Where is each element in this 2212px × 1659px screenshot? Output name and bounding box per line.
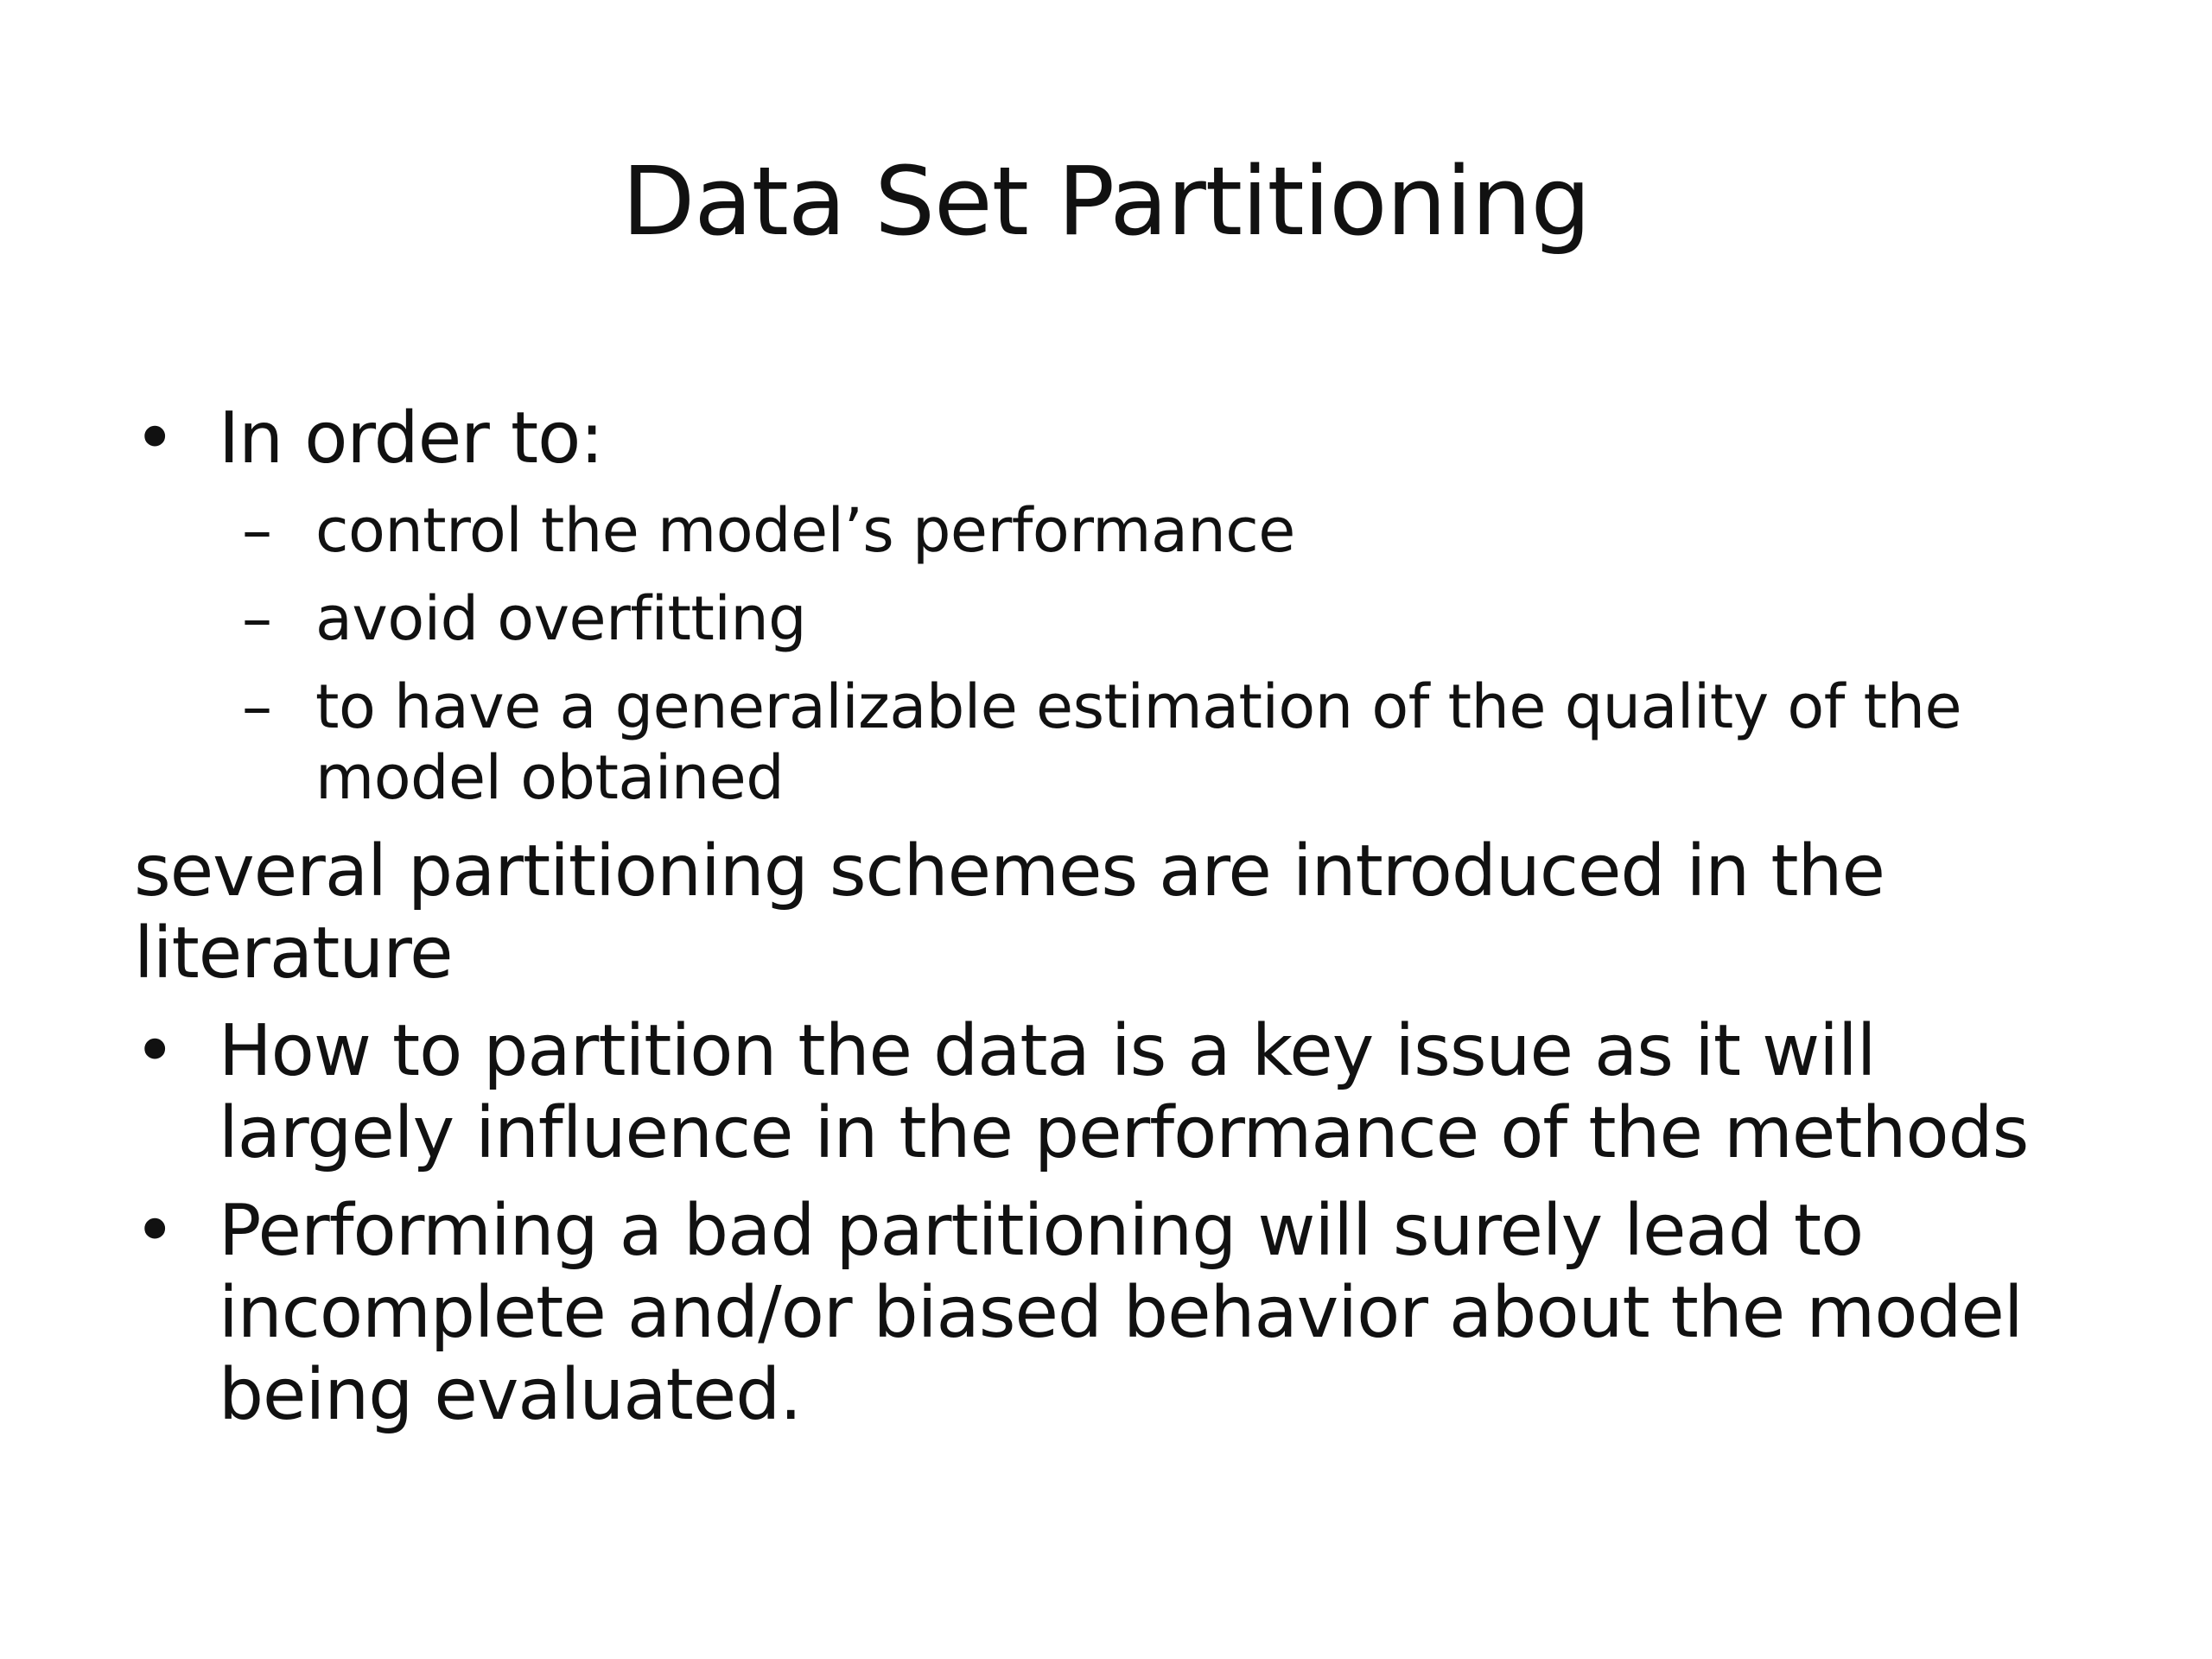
bullet-text: In order to: xyxy=(219,397,603,480)
plain-paragraph: several partitioning schemes are introduced in the literature xyxy=(134,830,1885,995)
bullet-bad-partitioning xyxy=(134,1190,2121,1436)
subitem-text: to have a generalizable estimation of the quality of the model obtained xyxy=(315,671,1962,813)
slide-title: Data Set Partitioning xyxy=(621,146,1591,257)
subitem-text: control the model’s performance xyxy=(315,495,1295,566)
bullet-intro xyxy=(134,397,2121,480)
subitem-control-performance xyxy=(134,495,2121,566)
dash-icon: – xyxy=(242,583,272,654)
slide-body xyxy=(134,397,2121,1452)
bullet-icon: • xyxy=(134,1010,175,1092)
subitem-avoid-overfitting xyxy=(134,583,2121,654)
bullet-text: How to partition the data is a key issue as it will largely influence in the performance of the methods xyxy=(219,1010,2029,1174)
bullet-icon: • xyxy=(134,1190,175,1272)
subitem-generalizable-estimation xyxy=(134,671,2121,813)
dash-icon: – xyxy=(242,671,272,742)
bullet-partition-key-issue xyxy=(134,1010,2121,1174)
bullet-text: Performing a bad partitioning will surely lead to incomplete and/or biased behavior about the model being evaluated. xyxy=(219,1190,2023,1436)
bullet-icon: • xyxy=(134,397,175,480)
subitem-text: avoid overfitting xyxy=(315,583,807,654)
dash-icon: – xyxy=(242,495,272,566)
